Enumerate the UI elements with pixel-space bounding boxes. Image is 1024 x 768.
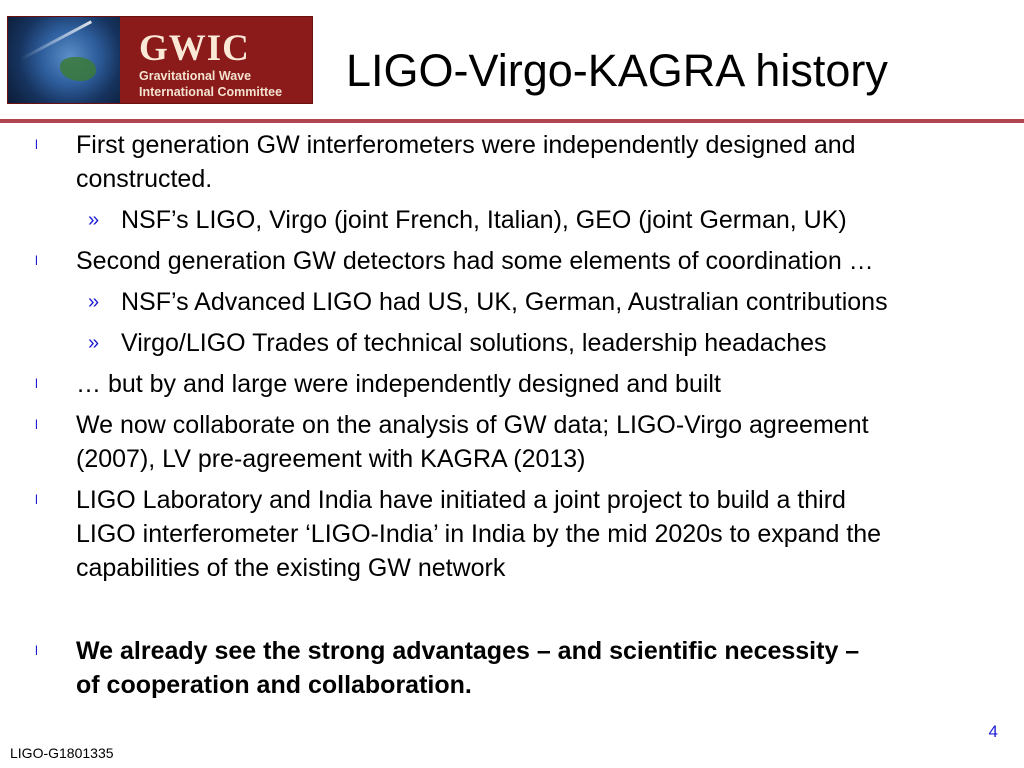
bullet-text: LIGO Laboratory and India have initiated a joint project to build a third LIGO interferometer ‘LIGO-India’ in India by the mid 2020s to expand the capabilities of the existing GW network: [76, 486, 882, 582]
bullet-text: First generation GW interferometers were independently designed and constructed.: [76, 131, 856, 193]
page-number: 4: [988, 722, 998, 741]
sub-bullet-marker: »: [88, 209, 100, 231]
sub-bullet-text: NSF’s LIGO, Virgo (joint French, Italian), GEO (joint German, UK): [121, 206, 847, 234]
earth-globe-icon: [8, 17, 120, 104]
sub-bullet-marker: »: [88, 291, 100, 313]
document-id: LIGO-G1801335: [10, 745, 114, 761]
bullet-text: … but by and large were independently designed and built: [76, 370, 721, 398]
bullet-marker: l: [35, 492, 38, 507]
sub-bullet-marker: »: [88, 332, 100, 354]
logo-title: GWIC: [139, 28, 250, 69]
bullet-text: We now collaborate on the analysis of GW data; LIGO-Virgo agreement (2007), LV pre-agreement with KAGRA (2013): [76, 411, 869, 473]
bullet-marker: l: [35, 253, 38, 268]
slide-title: LIGO-Virgo-KAGRA history: [346, 45, 888, 96]
sub-bullet-text: Virgo/LIGO Trades of technical solutions, leadership headaches: [121, 329, 827, 357]
logo-subtitle-line1: Gravitational Wave: [139, 69, 252, 83]
bullet-marker: l: [35, 137, 38, 152]
bullet-marker: l: [35, 417, 38, 432]
sub-bullet-text: NSF’s Advanced LIGO had US, UK, German, Australian contributions: [121, 288, 888, 316]
bullet-marker: l: [35, 376, 38, 391]
bullet-marker: l: [35, 643, 38, 658]
bullet-text: Second generation GW detectors had some elements of coordination …: [76, 247, 874, 275]
logo-subtitle-line2: International Committee: [139, 85, 283, 99]
bullet-text: We already see the strong advantages – and scientific necessity – of cooperation and collaboration.: [76, 637, 860, 699]
title-divider: [0, 119, 1024, 123]
gwic-logo: [7, 16, 313, 104]
